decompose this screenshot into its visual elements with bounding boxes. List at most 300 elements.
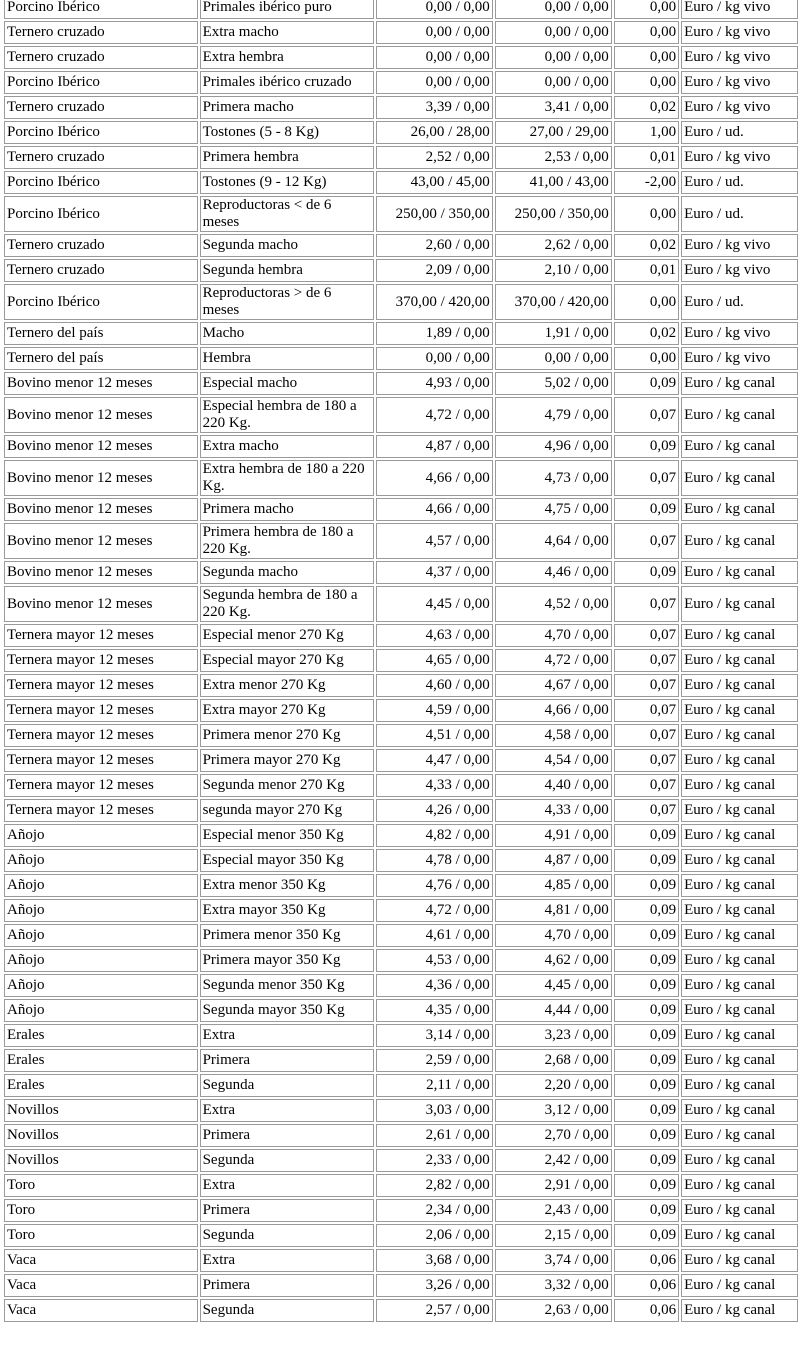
type-cell: Primera menor 350 Kg	[200, 924, 374, 947]
category-cell: Bovino menor 12 meses	[4, 586, 198, 622]
current-price-cell: 370,00 / 420,00	[495, 284, 612, 320]
table-row	[4, 196, 798, 232]
table-row	[4, 322, 798, 345]
difference-cell: 0,07	[614, 724, 679, 747]
type-cell: Especial hembra de 180 a 220 Kg.	[200, 397, 374, 433]
current-price-cell: 0,00 / 0,00	[495, 46, 612, 69]
unit-cell: Euro / kg canal	[681, 999, 798, 1022]
difference-cell: 0,09	[614, 1124, 679, 1147]
difference-cell: 0,07	[614, 460, 679, 496]
current-price-cell: 2,91 / 0,00	[495, 1174, 612, 1197]
category-cell: Bovino menor 12 meses	[4, 498, 198, 521]
table-row	[4, 1274, 798, 1297]
table-row	[4, 234, 798, 257]
category-cell: Ternero cruzado	[4, 146, 198, 169]
type-cell: Especial mayor 270 Kg	[200, 649, 374, 672]
category-cell: Bovino menor 12 meses	[4, 372, 198, 395]
unit-cell: Euro / kg canal	[681, 1249, 798, 1272]
previous-price-cell: 250,00 / 350,00	[376, 196, 493, 232]
unit-cell: Euro / kg canal	[681, 899, 798, 922]
type-cell: Primera macho	[200, 498, 374, 521]
type-cell: Primera mayor 270 Kg	[200, 749, 374, 772]
unit-cell: Euro / kg canal	[681, 699, 798, 722]
previous-price-cell: 2,60 / 0,00	[376, 234, 493, 257]
type-cell: Segunda	[200, 1224, 374, 1247]
category-cell: Ternero cruzado	[4, 21, 198, 44]
table-row	[4, 799, 798, 822]
price-table-container	[2, 0, 800, 1324]
type-cell: Primera macho	[200, 96, 374, 119]
difference-cell: 0,09	[614, 1174, 679, 1197]
previous-price-cell: 4,60 / 0,00	[376, 674, 493, 697]
current-price-cell: 41,00 / 43,00	[495, 171, 612, 194]
current-price-cell: 2,63 / 0,00	[495, 1299, 612, 1322]
previous-price-cell: 4,63 / 0,00	[376, 624, 493, 647]
previous-price-cell: 4,53 / 0,00	[376, 949, 493, 972]
current-price-cell: 4,75 / 0,00	[495, 498, 612, 521]
table-row	[4, 1199, 798, 1222]
difference-cell: 0,09	[614, 435, 679, 458]
category-cell: Ternero cruzado	[4, 96, 198, 119]
unit-cell: Euro / kg canal	[681, 397, 798, 433]
type-cell: Tostones (5 - 8 Kg)	[200, 121, 374, 144]
current-price-cell: 4,91 / 0,00	[495, 824, 612, 847]
difference-cell: 0,00	[614, 284, 679, 320]
current-price-cell: 4,54 / 0,00	[495, 749, 612, 772]
category-cell: Ternera mayor 12 meses	[4, 699, 198, 722]
difference-cell: 0,09	[614, 1024, 679, 1047]
difference-cell: 0,09	[614, 849, 679, 872]
category-cell: Bovino menor 12 meses	[4, 460, 198, 496]
table-row	[4, 749, 798, 772]
current-price-cell: 0,00 / 0,00	[495, 21, 612, 44]
table-row	[4, 1299, 798, 1322]
table-row	[4, 949, 798, 972]
difference-cell: 0,09	[614, 1149, 679, 1172]
unit-cell: Euro / kg canal	[681, 372, 798, 395]
previous-price-cell: 4,36 / 0,00	[376, 974, 493, 997]
category-cell: Erales	[4, 1049, 198, 1072]
difference-cell: 0,02	[614, 96, 679, 119]
difference-cell: 0,02	[614, 322, 679, 345]
table-row	[4, 724, 798, 747]
category-cell: Erales	[4, 1024, 198, 1047]
unit-cell: Euro / kg vivo	[681, 347, 798, 370]
difference-cell: 0,07	[614, 586, 679, 622]
unit-cell: Euro / kg vivo	[681, 21, 798, 44]
current-price-cell: 4,33 / 0,00	[495, 799, 612, 822]
difference-cell: 0,09	[614, 949, 679, 972]
current-price-cell: 1,91 / 0,00	[495, 322, 612, 345]
previous-price-cell: 4,35 / 0,00	[376, 999, 493, 1022]
category-cell: Ternera mayor 12 meses	[4, 724, 198, 747]
previous-price-cell: 4,87 / 0,00	[376, 435, 493, 458]
unit-cell: Euro / kg canal	[681, 674, 798, 697]
type-cell: Segunda macho	[200, 561, 374, 584]
unit-cell: Euro / kg canal	[681, 624, 798, 647]
difference-cell: 0,02	[614, 234, 679, 257]
difference-cell: 0,07	[614, 774, 679, 797]
current-price-cell: 4,79 / 0,00	[495, 397, 612, 433]
previous-price-cell: 2,61 / 0,00	[376, 1124, 493, 1147]
previous-price-cell: 3,03 / 0,00	[376, 1099, 493, 1122]
category-cell: Bovino menor 12 meses	[4, 561, 198, 584]
type-cell: Primera mayor 350 Kg	[200, 949, 374, 972]
previous-price-cell: 2,57 / 0,00	[376, 1299, 493, 1322]
previous-price-cell: 2,34 / 0,00	[376, 1199, 493, 1222]
table-row	[4, 699, 798, 722]
difference-cell: 0,00	[614, 0, 679, 19]
current-price-cell: 2,20 / 0,00	[495, 1074, 612, 1097]
type-cell: Especial menor 270 Kg	[200, 624, 374, 647]
type-cell: Extra macho	[200, 435, 374, 458]
type-cell: Primales ibérico cruzado	[200, 71, 374, 94]
table-row	[4, 999, 798, 1022]
current-price-cell: 4,66 / 0,00	[495, 699, 612, 722]
difference-cell: 0,07	[614, 799, 679, 822]
category-cell: Ternero del país	[4, 322, 198, 345]
table-row	[4, 259, 798, 282]
table-row	[4, 1024, 798, 1047]
current-price-cell: 2,62 / 0,00	[495, 234, 612, 257]
category-cell: Porcino Ibérico	[4, 284, 198, 320]
current-price-cell: 4,64 / 0,00	[495, 523, 612, 559]
category-cell: Añojo	[4, 874, 198, 897]
table-row	[4, 46, 798, 69]
unit-cell: Euro / kg canal	[681, 1074, 798, 1097]
table-row	[4, 21, 798, 44]
current-price-cell: 2,68 / 0,00	[495, 1049, 612, 1072]
table-row	[4, 284, 798, 320]
unit-cell: Euro / kg vivo	[681, 71, 798, 94]
previous-price-cell: 3,14 / 0,00	[376, 1024, 493, 1047]
table-row	[4, 899, 798, 922]
previous-price-cell: 2,33 / 0,00	[376, 1149, 493, 1172]
type-cell: segunda mayor 270 Kg	[200, 799, 374, 822]
current-price-cell: 2,10 / 0,00	[495, 259, 612, 282]
category-cell: Toro	[4, 1224, 198, 1247]
previous-price-cell: 2,52 / 0,00	[376, 146, 493, 169]
type-cell: Primales ibérico puro	[200, 0, 374, 19]
type-cell: Tostones (9 - 12 Kg)	[200, 171, 374, 194]
previous-price-cell: 0,00 / 0,00	[376, 46, 493, 69]
type-cell: Segunda menor 270 Kg	[200, 774, 374, 797]
type-cell: Primera hembra de 180 a 220 Kg.	[200, 523, 374, 559]
previous-price-cell: 4,93 / 0,00	[376, 372, 493, 395]
unit-cell: Euro / kg vivo	[681, 96, 798, 119]
difference-cell: 0,00	[614, 71, 679, 94]
previous-price-cell: 4,66 / 0,00	[376, 460, 493, 496]
current-price-cell: 3,23 / 0,00	[495, 1024, 612, 1047]
type-cell: Extra	[200, 1024, 374, 1047]
previous-price-cell: 2,09 / 0,00	[376, 259, 493, 282]
current-price-cell: 0,00 / 0,00	[495, 347, 612, 370]
type-cell: Primera	[200, 1124, 374, 1147]
previous-price-cell: 4,45 / 0,00	[376, 586, 493, 622]
unit-cell: Euro / kg canal	[681, 523, 798, 559]
type-cell: Extra mayor 270 Kg	[200, 699, 374, 722]
table-row	[4, 523, 798, 559]
current-price-cell: 4,67 / 0,00	[495, 674, 612, 697]
category-cell: Bovino menor 12 meses	[4, 397, 198, 433]
current-price-cell: 4,70 / 0,00	[495, 624, 612, 647]
previous-price-cell: 2,11 / 0,00	[376, 1074, 493, 1097]
type-cell: Extra menor 270 Kg	[200, 674, 374, 697]
type-cell: Extra mayor 350 Kg	[200, 899, 374, 922]
previous-price-cell: 43,00 / 45,00	[376, 171, 493, 194]
difference-cell: 0,09	[614, 874, 679, 897]
table-row	[4, 1099, 798, 1122]
category-cell: Ternera mayor 12 meses	[4, 749, 198, 772]
previous-price-cell: 4,82 / 0,00	[376, 824, 493, 847]
category-cell: Ternera mayor 12 meses	[4, 799, 198, 822]
previous-price-cell: 4,76 / 0,00	[376, 874, 493, 897]
category-cell: Ternera mayor 12 meses	[4, 624, 198, 647]
difference-cell: 0,09	[614, 1049, 679, 1072]
previous-price-cell: 4,59 / 0,00	[376, 699, 493, 722]
previous-price-cell: 3,39 / 0,00	[376, 96, 493, 119]
difference-cell: 1,00	[614, 121, 679, 144]
unit-cell: Euro / kg canal	[681, 824, 798, 847]
difference-cell: 0,09	[614, 1199, 679, 1222]
unit-cell: Euro / kg vivo	[681, 46, 798, 69]
type-cell: Segunda	[200, 1074, 374, 1097]
difference-cell: 0,01	[614, 146, 679, 169]
table-row	[4, 146, 798, 169]
table-row	[4, 874, 798, 897]
current-price-cell: 0,00 / 0,00	[495, 0, 612, 19]
unit-cell: Euro / kg canal	[681, 1174, 798, 1197]
current-price-cell: 3,32 / 0,00	[495, 1274, 612, 1297]
type-cell: Macho	[200, 322, 374, 345]
difference-cell: 0,07	[614, 397, 679, 433]
table-row	[4, 649, 798, 672]
unit-cell: Euro / kg vivo	[681, 322, 798, 345]
unit-cell: Euro / kg canal	[681, 1149, 798, 1172]
current-price-cell: 4,73 / 0,00	[495, 460, 612, 496]
type-cell: Segunda	[200, 1149, 374, 1172]
current-price-cell: 2,53 / 0,00	[495, 146, 612, 169]
difference-cell: 0,00	[614, 347, 679, 370]
table-row	[4, 498, 798, 521]
table-row	[4, 1049, 798, 1072]
type-cell: Extra	[200, 1249, 374, 1272]
type-cell: Segunda	[200, 1299, 374, 1322]
type-cell: Hembra	[200, 347, 374, 370]
unit-cell: Euro / ud.	[681, 121, 798, 144]
difference-cell: 0,07	[614, 749, 679, 772]
difference-cell: 0,09	[614, 1074, 679, 1097]
difference-cell: 0,06	[614, 1249, 679, 1272]
difference-cell: 0,09	[614, 1224, 679, 1247]
category-cell: Porcino Ibérico	[4, 171, 198, 194]
unit-cell: Euro / kg canal	[681, 974, 798, 997]
table-row	[4, 586, 798, 622]
current-price-cell: 2,70 / 0,00	[495, 1124, 612, 1147]
difference-cell: 0,07	[614, 624, 679, 647]
current-price-cell: 2,42 / 0,00	[495, 1149, 612, 1172]
table-row	[4, 1174, 798, 1197]
type-cell: Primera menor 270 Kg	[200, 724, 374, 747]
table-row	[4, 0, 798, 19]
unit-cell: Euro / ud.	[681, 171, 798, 194]
table-row	[4, 824, 798, 847]
current-price-cell: 4,70 / 0,00	[495, 924, 612, 947]
table-row	[4, 561, 798, 584]
previous-price-cell: 2,06 / 0,00	[376, 1224, 493, 1247]
current-price-cell: 0,00 / 0,00	[495, 71, 612, 94]
category-cell: Bovino menor 12 meses	[4, 523, 198, 559]
category-cell: Ternera mayor 12 meses	[4, 649, 198, 672]
category-cell: Añojo	[4, 899, 198, 922]
table-row	[4, 71, 798, 94]
unit-cell: Euro / kg vivo	[681, 234, 798, 257]
category-cell: Toro	[4, 1199, 198, 1222]
table-row	[4, 121, 798, 144]
type-cell: Segunda mayor 350 Kg	[200, 999, 374, 1022]
table-row	[4, 372, 798, 395]
type-cell: Primera	[200, 1199, 374, 1222]
type-cell: Extra	[200, 1099, 374, 1122]
previous-price-cell: 1,89 / 0,00	[376, 322, 493, 345]
price-table	[2, 0, 800, 1324]
unit-cell: Euro / kg canal	[681, 1099, 798, 1122]
type-cell: Extra hembra	[200, 46, 374, 69]
previous-price-cell: 4,47 / 0,00	[376, 749, 493, 772]
difference-cell: 0,00	[614, 46, 679, 69]
type-cell: Reproductoras < de 6 meses	[200, 196, 374, 232]
category-cell: Novillos	[4, 1124, 198, 1147]
category-cell: Novillos	[4, 1149, 198, 1172]
table-row	[4, 1074, 798, 1097]
unit-cell: Euro / kg canal	[681, 1224, 798, 1247]
previous-price-cell: 3,68 / 0,00	[376, 1249, 493, 1272]
previous-price-cell: 4,66 / 0,00	[376, 498, 493, 521]
previous-price-cell: 4,33 / 0,00	[376, 774, 493, 797]
previous-price-cell: 2,59 / 0,00	[376, 1049, 493, 1072]
table-row	[4, 974, 798, 997]
category-cell: Añojo	[4, 999, 198, 1022]
category-cell: Vaca	[4, 1274, 198, 1297]
current-price-cell: 250,00 / 350,00	[495, 196, 612, 232]
previous-price-cell: 2,82 / 0,00	[376, 1174, 493, 1197]
type-cell: Reproductoras > de 6 meses	[200, 284, 374, 320]
category-cell: Ternero del país	[4, 347, 198, 370]
table-row	[4, 96, 798, 119]
unit-cell: Euro / kg canal	[681, 1199, 798, 1222]
table-row	[4, 624, 798, 647]
category-cell: Ternera mayor 12 meses	[4, 674, 198, 697]
type-cell: Segunda menor 350 Kg	[200, 974, 374, 997]
difference-cell: 0,07	[614, 523, 679, 559]
table-row	[4, 347, 798, 370]
category-cell: Ternero cruzado	[4, 259, 198, 282]
current-price-cell: 4,81 / 0,00	[495, 899, 612, 922]
previous-price-cell: 4,65 / 0,00	[376, 649, 493, 672]
type-cell: Especial mayor 350 Kg	[200, 849, 374, 872]
category-cell: Vaca	[4, 1249, 198, 1272]
previous-price-cell: 3,26 / 0,00	[376, 1274, 493, 1297]
previous-price-cell: 0,00 / 0,00	[376, 71, 493, 94]
category-cell: Novillos	[4, 1099, 198, 1122]
current-price-cell: 4,45 / 0,00	[495, 974, 612, 997]
category-cell: Erales	[4, 1074, 198, 1097]
table-row	[4, 460, 798, 496]
type-cell: Especial menor 350 Kg	[200, 824, 374, 847]
unit-cell: Euro / kg vivo	[681, 259, 798, 282]
type-cell: Extra	[200, 1174, 374, 1197]
current-price-cell: 27,00 / 29,00	[495, 121, 612, 144]
category-cell: Añojo	[4, 849, 198, 872]
current-price-cell: 4,96 / 0,00	[495, 435, 612, 458]
difference-cell: 0,00	[614, 21, 679, 44]
table-row	[4, 774, 798, 797]
current-price-cell: 4,52 / 0,00	[495, 586, 612, 622]
previous-price-cell: 4,61 / 0,00	[376, 924, 493, 947]
table-row	[4, 849, 798, 872]
unit-cell: Euro / kg canal	[681, 924, 798, 947]
current-price-cell: 3,12 / 0,00	[495, 1099, 612, 1122]
category-cell: Añojo	[4, 949, 198, 972]
table-row	[4, 397, 798, 433]
unit-cell: Euro / kg canal	[681, 586, 798, 622]
category-cell: Ternero cruzado	[4, 46, 198, 69]
difference-cell: 0,09	[614, 372, 679, 395]
category-cell: Bovino menor 12 meses	[4, 435, 198, 458]
category-cell: Porcino Ibérico	[4, 71, 198, 94]
difference-cell: 0,09	[614, 899, 679, 922]
difference-cell: 0,07	[614, 649, 679, 672]
current-price-cell: 4,87 / 0,00	[495, 849, 612, 872]
unit-cell: Euro / kg vivo	[681, 146, 798, 169]
unit-cell: Euro / ud.	[681, 196, 798, 232]
table-row	[4, 1124, 798, 1147]
current-price-cell: 4,58 / 0,00	[495, 724, 612, 747]
previous-price-cell: 4,26 / 0,00	[376, 799, 493, 822]
difference-cell: 0,01	[614, 259, 679, 282]
previous-price-cell: 4,57 / 0,00	[376, 523, 493, 559]
table-row	[4, 171, 798, 194]
unit-cell: Euro / kg canal	[681, 1049, 798, 1072]
type-cell: Extra macho	[200, 21, 374, 44]
type-cell: Primera	[200, 1049, 374, 1072]
current-price-cell: 3,41 / 0,00	[495, 96, 612, 119]
category-cell: Ternera mayor 12 meses	[4, 774, 198, 797]
difference-cell: 0,09	[614, 999, 679, 1022]
table-row	[4, 924, 798, 947]
category-cell: Porcino Ibérico	[4, 196, 198, 232]
difference-cell: 0,09	[614, 498, 679, 521]
category-cell: Añojo	[4, 824, 198, 847]
previous-price-cell: 4,72 / 0,00	[376, 899, 493, 922]
unit-cell: Euro / kg canal	[681, 435, 798, 458]
table-row	[4, 1149, 798, 1172]
category-cell: Toro	[4, 1174, 198, 1197]
previous-price-cell: 4,51 / 0,00	[376, 724, 493, 747]
previous-price-cell: 0,00 / 0,00	[376, 347, 493, 370]
difference-cell: 0,07	[614, 674, 679, 697]
current-price-cell: 2,43 / 0,00	[495, 1199, 612, 1222]
previous-price-cell: 370,00 / 420,00	[376, 284, 493, 320]
category-cell: Ternero cruzado	[4, 234, 198, 257]
difference-cell: 0,09	[614, 561, 679, 584]
unit-cell: Euro / kg canal	[681, 1299, 798, 1322]
difference-cell: -2,00	[614, 171, 679, 194]
previous-price-cell: 26,00 / 28,00	[376, 121, 493, 144]
price-table-body	[4, 0, 798, 1322]
previous-price-cell: 4,78 / 0,00	[376, 849, 493, 872]
current-price-cell: 4,85 / 0,00	[495, 874, 612, 897]
